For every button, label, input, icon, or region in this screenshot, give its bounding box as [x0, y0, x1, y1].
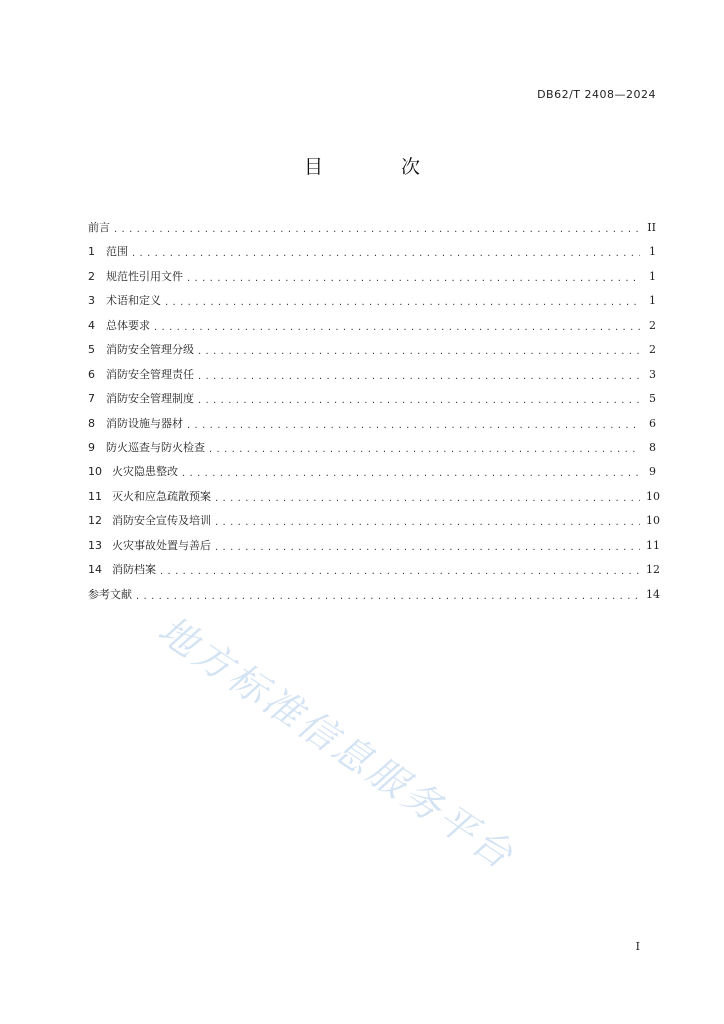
toc-entry-page: 10 [646, 489, 660, 503]
toc-entry-references[interactable] [88, 586, 660, 610]
toc-entry-number: 5 [88, 343, 95, 357]
toc-entry-number: 13 [88, 538, 102, 552]
toc-leader-dots [187, 418, 640, 431]
toc-leader-dots [198, 393, 640, 406]
toc-leader-dots [182, 466, 640, 479]
toc-entry-number: 8 [88, 416, 95, 430]
toc-entry-label: 范围 [106, 245, 128, 259]
table-of-contents [88, 219, 660, 610]
toc-entry-label: 火灾事故处置与善后 [112, 538, 211, 552]
toc-entry-label: 消防安全管理制度 [106, 392, 194, 406]
toc-entry-label: 参考文献 [88, 587, 132, 601]
toc-entry-13[interactable] [88, 537, 660, 561]
toc-entry-page: 5 [649, 392, 656, 406]
toc-leader-dots [215, 540, 640, 553]
toc-leader-dots [198, 369, 640, 382]
toc-entry-page: 1 [649, 245, 656, 259]
toc-entry-number: 9 [88, 440, 95, 454]
toc-entry-7[interactable] [88, 390, 656, 414]
toc-entry-8[interactable] [88, 415, 656, 439]
toc-entry-5[interactable] [88, 341, 656, 365]
toc-entry-label: 灭火和应急疏散预案 [112, 489, 211, 503]
watermark: 地方标准信息服务平台 [150, 607, 524, 879]
toc-title: 目 次 [303, 156, 457, 178]
toc-entry-4[interactable] [88, 317, 656, 341]
toc-leader-dots [154, 320, 640, 333]
toc-entry-14[interactable] [88, 561, 660, 585]
toc-entry-page: 1 [649, 294, 656, 308]
toc-entry-2[interactable] [88, 268, 656, 292]
toc-entry-number: 12 [88, 514, 102, 528]
toc-entry-page: 10 [646, 514, 660, 528]
toc-entry-label: 消防安全宣传及培训 [112, 514, 211, 528]
toc-entry-label: 消防安全管理分级 [106, 343, 194, 357]
toc-entry-page: 8 [649, 440, 656, 454]
toc-entry-page: 6 [649, 416, 656, 430]
toc-entry-label: 消防设施与器材 [106, 416, 183, 430]
toc-entry-3[interactable] [88, 292, 656, 316]
toc-entry-page: 9 [649, 465, 656, 479]
toc-entry-number: 6 [88, 367, 95, 381]
toc-entry-number: 11 [88, 489, 102, 503]
toc-entry-label: 规范性引用文件 [106, 269, 183, 283]
toc-entry-page: 3 [649, 367, 656, 381]
toc-entry-number: 1 [88, 245, 95, 259]
toc-leader-dots [165, 295, 640, 308]
toc-leader-dots [215, 491, 640, 504]
toc-entry-number: 10 [88, 465, 102, 479]
toc-entry-label: 火灾隐患整改 [112, 465, 178, 479]
toc-entry-foreword[interactable] [88, 219, 656, 243]
toc-leader-dots [114, 222, 640, 235]
toc-leader-dots [136, 589, 640, 602]
toc-entry-page: 1 [649, 269, 656, 283]
document-code: DB62/T 2408—2024 [537, 88, 656, 101]
toc-leader-dots [198, 344, 640, 357]
toc-leader-dots [187, 271, 640, 284]
toc-entry-number: 7 [88, 392, 95, 406]
toc-entry-number: 14 [88, 563, 102, 577]
toc-entry-label: 总体要求 [106, 318, 150, 332]
toc-entry-12[interactable] [88, 512, 660, 536]
toc-entry-page: 2 [649, 343, 656, 357]
toc-entry-10[interactable] [88, 463, 656, 487]
toc-leader-dots [160, 564, 640, 577]
toc-entry-9[interactable] [88, 439, 656, 463]
toc-entry-page: 14 [646, 587, 660, 601]
toc-entry-label: 防火巡查与防火检查 [106, 440, 205, 454]
toc-entry-label: 术语和定义 [106, 294, 161, 308]
toc-entry-number: 4 [88, 318, 95, 332]
toc-entry-page: 12 [646, 563, 660, 577]
toc-entry-number: 3 [88, 294, 95, 308]
toc-entry-page: 2 [649, 318, 656, 332]
toc-entry-label: 消防安全管理责任 [106, 367, 194, 381]
toc-leader-dots [209, 442, 640, 455]
toc-entry-page: II [647, 221, 656, 234]
toc-entry-1[interactable] [88, 243, 656, 267]
toc-entry-11[interactable] [88, 488, 660, 512]
toc-entry-label: 消防档案 [112, 563, 156, 577]
toc-entry-page: 11 [646, 538, 660, 552]
toc-entry-label: 前言 [88, 221, 110, 234]
page-number: I [635, 940, 640, 953]
toc-leader-dots [132, 246, 640, 259]
toc-entry-number: 2 [88, 269, 95, 283]
toc-leader-dots [215, 515, 640, 528]
toc-entry-6[interactable] [88, 366, 656, 390]
